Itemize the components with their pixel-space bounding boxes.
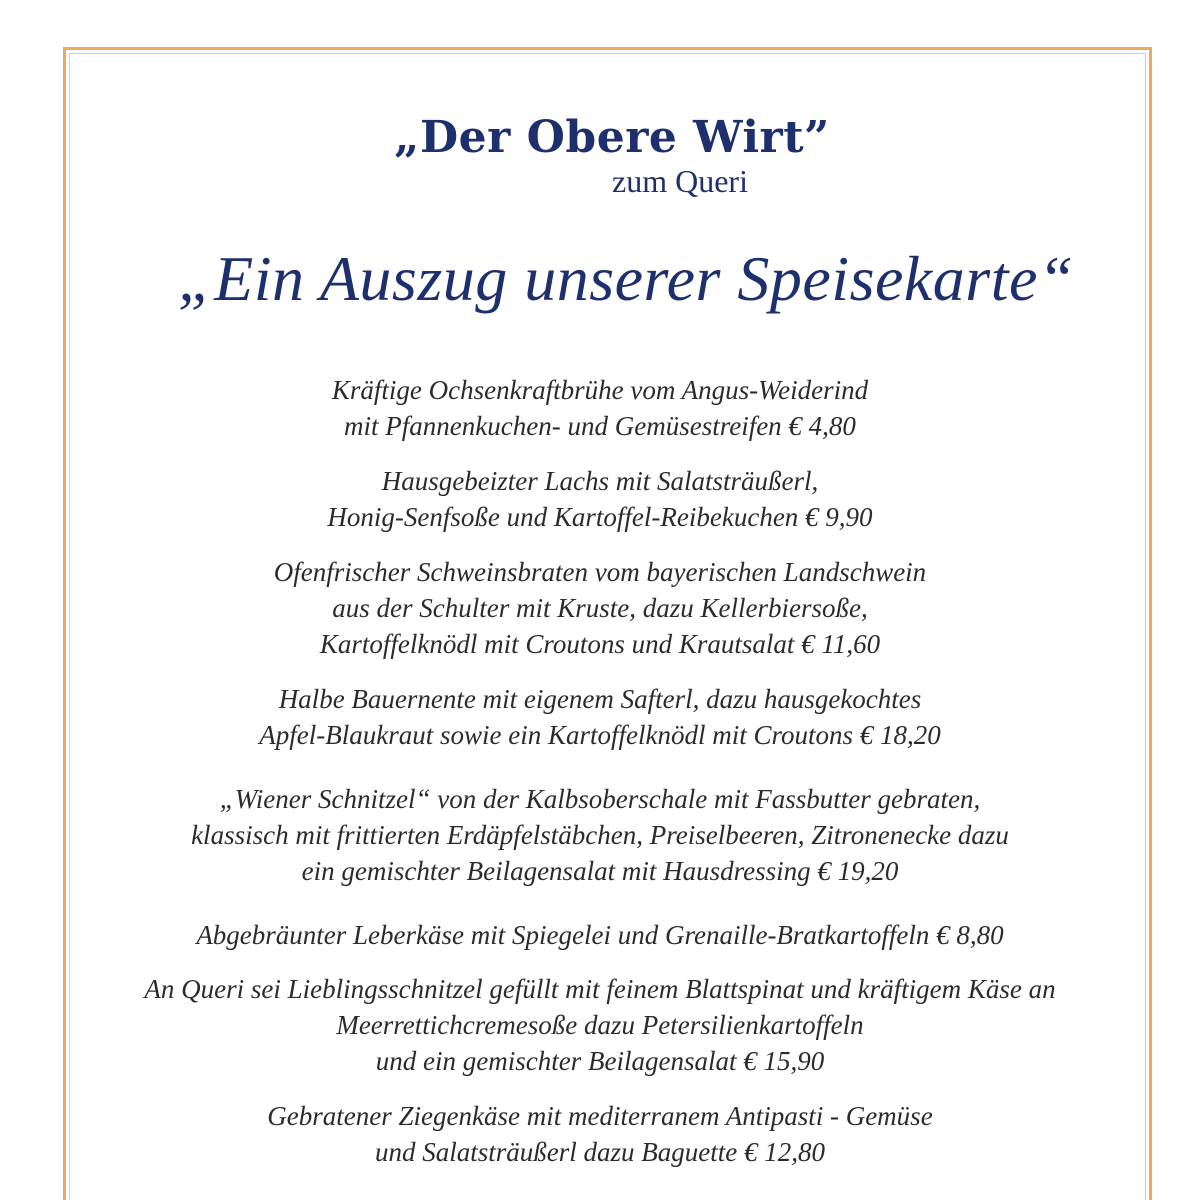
menu-item <box>0 781 1200 889</box>
menu-item-line: An Queri sei Lieblingsschnitzel gefüllt mit feinem Blattspinat und kräftigem Käse an <box>144 974 1056 1004</box>
menu-item-line: mit Pfannenkuchen- und Gemüsestreifen € 4,80 <box>344 411 856 441</box>
menu-item <box>0 463 1200 535</box>
menu-item-line: Apfel-Blaukraut sowie ein Kartoffelknödl mit Croutons € 18,20 <box>259 720 941 750</box>
menu-item-line: Kräftige Ochsenkraftbrühe vom Angus-Weiderind <box>331 375 869 405</box>
menu-item-line: Honig-Senfsoße und Kartoffel-Reibekuchen € 9,90 <box>327 502 873 532</box>
menu-item-line: Ofenfrischer Schweinsbraten vom bayerischen Landschwein <box>273 557 927 587</box>
menu-item <box>0 554 1200 662</box>
menu-item <box>0 1098 1200 1170</box>
menu-item-line: Gebratener Ziegenkäse mit mediterranem Antipasti - Gemüse <box>267 1101 933 1131</box>
menu-item-line: und Salatsträußerl dazu Baguette € 12,80 <box>375 1137 825 1167</box>
menu-item-line: Hausgebeizter Lachs mit Salatsträußerl, <box>381 466 819 496</box>
restaurant-subtitle: zum Queri <box>612 163 748 199</box>
menu-item-line: klassisch mit frittierten Erdäpfelstäbchen, Preiselbeeren, Zitronenecke dazu <box>191 820 1009 850</box>
menu-item-line: Kartoffelknödl mit Croutons und Krautsalat € 11,60 <box>319 629 881 659</box>
menu-item-line: Meerrettichcremesoße dazu Petersilienkartoffeln <box>336 1010 864 1040</box>
menu-item-line: „Wiener Schnitzel“ von der Kalbsoberschale mit Fassbutter gebraten, <box>219 784 981 814</box>
menu-item <box>0 681 1200 753</box>
menu-item-line: Abgebräunter Leberkäse mit Spiegelei und Grenaille-Bratkartoffeln € 8,80 <box>196 920 1004 950</box>
menu-headline: „Ein Auszug unserer Speisekarte“ <box>178 243 1074 314</box>
menu-item <box>0 372 1200 444</box>
menu-item <box>0 917 1200 953</box>
menu-item-line: Halbe Bauernente mit eigenem Safterl, dazu hausgekochtes <box>278 684 922 714</box>
restaurant-name: „Der Obere Wirt” <box>394 112 830 163</box>
menu-item-line: ein gemischter Beilagensalat mit Hausdressing € 19,20 <box>301 856 899 886</box>
menu-item-line: und ein gemischter Beilagensalat € 15,90 <box>375 1046 825 1076</box>
menu-item <box>0 971 1200 1079</box>
menu-item-line: aus der Schulter mit Kruste, dazu Kellerbiersoße, <box>332 593 868 623</box>
